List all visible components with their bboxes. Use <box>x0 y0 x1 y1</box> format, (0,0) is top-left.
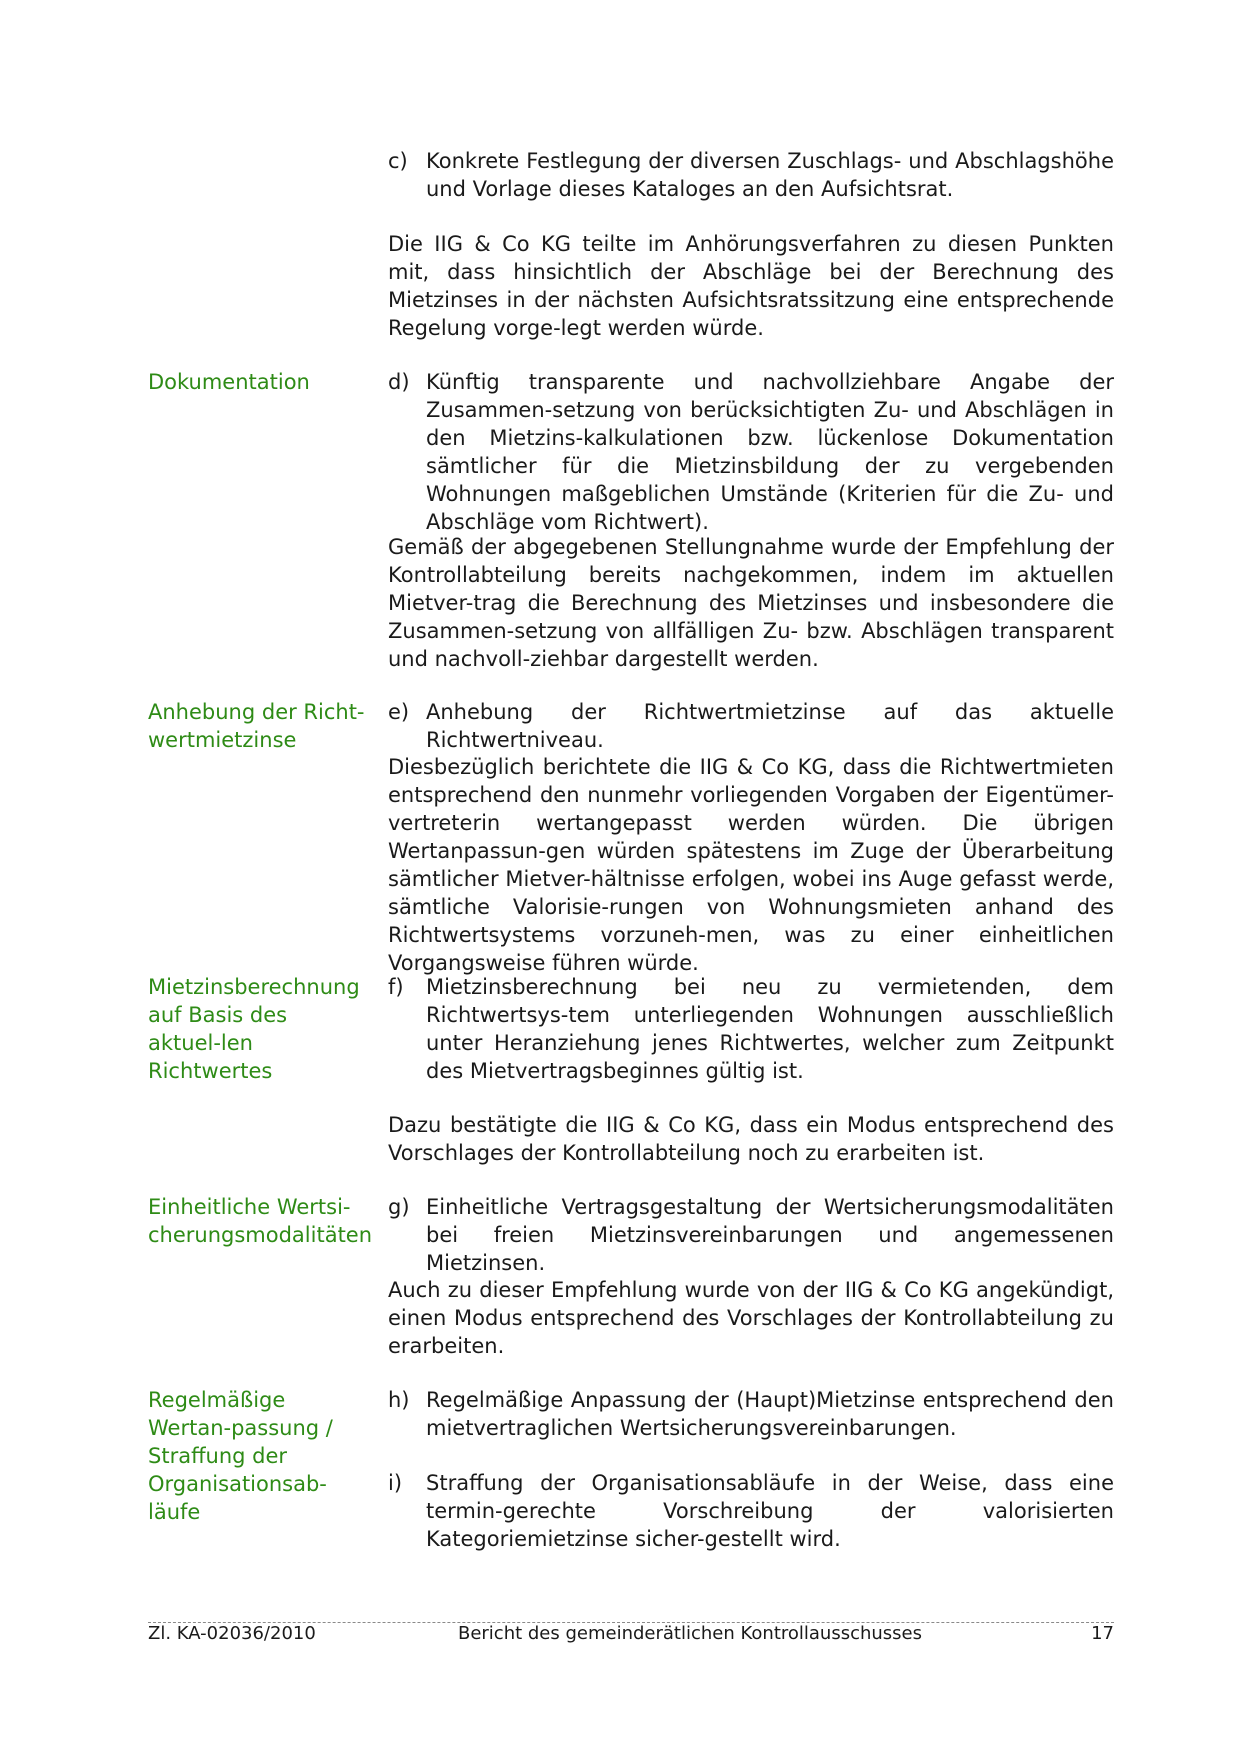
margin-note-anhebung: Anhebung der Richt-wertmietzinse <box>148 700 365 752</box>
page-number: 17 <box>1091 1623 1114 1644</box>
paragraph: Gemäß der abgegebenen Stellungnahme wurde der Empfehlung der Kontrollabteilung bereits nachgekommen, indem im aktuellen Mietver-trag die Berechnung des Mietzinses und insbesondere die Zusammen-setzung von allfälligen Zu- bzw. Abschlägen transparent und nachvoll-ziehbar dargestellt werden. <box>388 535 1114 671</box>
paragraph: Diesbezüglich berichtete die IIG & Co KG, dass die Richtwertmieten entsprechend den nunmehr vorliegenden Vorgaben der Eigentümer-vertreterin wertangepasst werden würden. Die übrigen Wertanpassun-gen würden spätestens im Zuge der Überarbeitung sämtlicher Mietver-hältnisse erfolgen, wobei ins Auge gefasst werde, sämtliche Valorisie-rungen von Wohnungsmieten anhand des Richtwertsystems vorzuneh-men, was zu einer einheitlichen Vorgangsweise führen würde. <box>388 755 1114 975</box>
list-label: f) <box>388 975 404 999</box>
margin-note-dokumentation: Dokumentation <box>148 370 310 394</box>
list-item-g <box>388 1193 1114 1277</box>
list-item-e <box>388 698 1114 754</box>
list-text: Regelmäßige Anpassung der (Haupt)Mietzinse entsprechend den mietvertraglichen Wertsicherungsvereinbarungen. <box>426 1388 1114 1440</box>
list-text: Konkrete Festlegung der diversen Zuschlags- und Abschlagshöhe und Vorlage dieses Kataloges an den Aufsichtsrat. <box>426 149 1114 201</box>
list-text: Anhebung der Richtwertmietzinse auf das aktuelle Richtwertniveau. <box>426 700 1114 752</box>
list-label: d) <box>388 370 410 394</box>
list-label: g) <box>388 1195 410 1219</box>
list-item-d <box>388 368 1114 536</box>
list-label: i) <box>388 1471 403 1495</box>
margin-note-regelmaessige: Regelmäßige Wertan-passung / Straffung der Organisationsab-läufe <box>148 1388 333 1524</box>
list-item-c <box>388 147 1114 203</box>
list-text: Einheitliche Vertragsgestaltung der Wertsicherungsmodalitäten bei freien Mietzinsvereinbarungen und angemessenen Mietzinsen. <box>426 1195 1114 1275</box>
margin-note-einheitliche: Einheitliche Wertsi-cherungsmodalitäten <box>148 1195 373 1247</box>
paragraph: Dazu bestätigte die IIG & Co KG, dass ein Modus entsprechend des Vorschlages der Kontrollabteilung noch zu erarbeiten ist. <box>388 1113 1114 1165</box>
list-text: Künftig transparente und nachvollziehbare Angabe der Zusammen-setzung von berücksichtigten Zu- und Abschlägen in den Mietzins-kalkulationen bzw. lückenlose Dokumentation sämtlicher für die Mietzinsbildung der zu vergebenden Wohnungen maßgeblichen Umstände (Kriterien für die Zu- und Abschläge vom Richtwert). <box>426 370 1114 534</box>
list-item-f <box>388 973 1114 1085</box>
list-label: e) <box>388 700 410 724</box>
footer-title: Bericht des gemeinderätlichen Kontrollausschusses <box>457 1623 923 1644</box>
list-item-h <box>388 1386 1114 1442</box>
margin-note-mietzinsberechnung: Mietzinsberechnung auf Basis des aktuel-len Richtwertes <box>148 975 360 1083</box>
paragraph: Auch zu dieser Empfehlung wurde von der IIG & Co KG angekündigt, einen Modus entsprechend des Vorschlages der Kontrollabteilung zu erarbeiten. <box>388 1278 1114 1358</box>
list-label: h) <box>388 1388 410 1412</box>
footer-reference: Zl. KA-02036/2010 <box>148 1623 316 1644</box>
paragraph: Die IIG & Co KG teilte im Anhörungsverfahren zu diesen Punkten mit, dass hinsichtlich der Abschläge bei der Berechnung des Mietzinses in der nächsten Aufsichtsratssitzung eine entsprechende Regelung vorge-legt werden würde. <box>388 232 1114 340</box>
list-label: c) <box>388 149 408 173</box>
list-item-i <box>388 1469 1114 1553</box>
list-text: Straffung der Organisationsabläufe in der Weise, dass eine termin-gerechte Vorschreibung der valorisierten Kategoriemietzinse sicher-gestellt wird. <box>426 1471 1114 1551</box>
list-text: Mietzinsberechnung bei neu zu vermietenden, dem Richtwertsys-tem unterliegenden Wohnungen ausschließlich unter Heranziehung jenes Richtwertes, welcher zum Zeitpunkt des Mietvertragsbeginnes gültig ist. <box>426 975 1114 1083</box>
